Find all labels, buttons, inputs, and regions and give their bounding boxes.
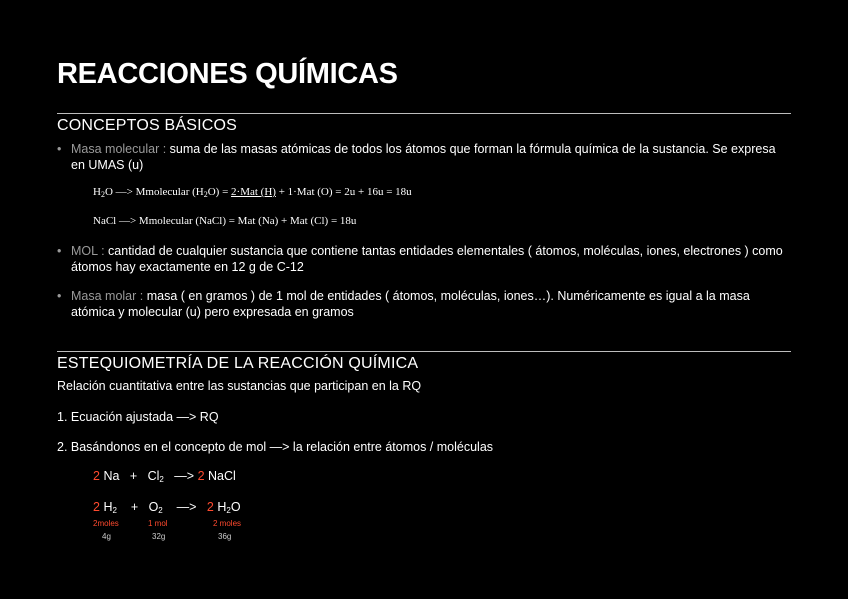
- definition-text: suma de las masas atómicas de todos los átomos que forman la fórmula química de la sustancia. Se expresa en UMAS (u): [71, 142, 776, 172]
- section-heading-basic-concepts: CONCEPTOS BÁSICOS: [57, 117, 238, 134]
- divider: [57, 351, 791, 352]
- intro-text: Relación cuantitativa entre las sustancias que participan en la RQ: [57, 379, 422, 393]
- list-item: 1. Ecuación ajustada —> RQ: [57, 410, 219, 424]
- list-item: 2. Basándonos en el concepto de mol —> la relación entre átomos / moléculas: [57, 440, 494, 454]
- bullet-mol: [57, 243, 787, 275]
- reaction-nacl: 2 Na + $Cl_2$ —> 2 NaCl: [93, 469, 236, 484]
- page-title: REACCIONES QUÍMICAS: [57, 58, 398, 90]
- example-h2o: $H_2O$ —> Mmolecular $(H_2O) = 2\cdot Mat$ (H) + 1·Mat (O) = 2u + 16u = 18u: [93, 186, 412, 199]
- example-nacl: NaCl —> Mmolecular (NaCl) = Mat (Na) + Mat (Cl) = 18u: [93, 215, 357, 227]
- bullet-dot: •: [57, 142, 62, 156]
- grams-label: 4g: [102, 532, 111, 541]
- divider: [57, 113, 791, 114]
- moles-label: 2 moles: [213, 519, 242, 528]
- term-label: Masa molecular :: [71, 142, 167, 156]
- definition-text: cantidad de cualquier sustancia que contiene tantas entidades elementales ( átomos, moléculas, iones, electrones ) como átomos hay exactamente en 12 g de C-12: [71, 244, 783, 274]
- bullet-molecular-mass: [57, 141, 787, 173]
- moles-label: 1 mol: [148, 519, 168, 528]
- grams-label: 36g: [218, 532, 232, 541]
- section-heading-stoichiometry: ESTEQUIOMETRÍA DE LA REACCIÓN QUÍMICA: [57, 355, 419, 372]
- definition-text: masa ( en gramos ) de 1 mol de entidades ( átomos, moléculas, iones…). Numéricamente es igual a la masa atómica y molecular (u) pero expresada en gramos: [71, 289, 750, 319]
- reaction-water: 2 $H_2$ + $O_2$ —> 2 $H_2O$: [93, 500, 241, 515]
- bullet-dot: •: [57, 244, 62, 258]
- moles-label: 2moles: [93, 519, 119, 528]
- bullet-molar-mass: [57, 288, 787, 320]
- bullet-dot: •: [57, 289, 62, 303]
- term-label: Masa molar :: [71, 289, 144, 303]
- grams-label: 32g: [152, 532, 166, 541]
- term-label: MOL :: [71, 244, 105, 258]
